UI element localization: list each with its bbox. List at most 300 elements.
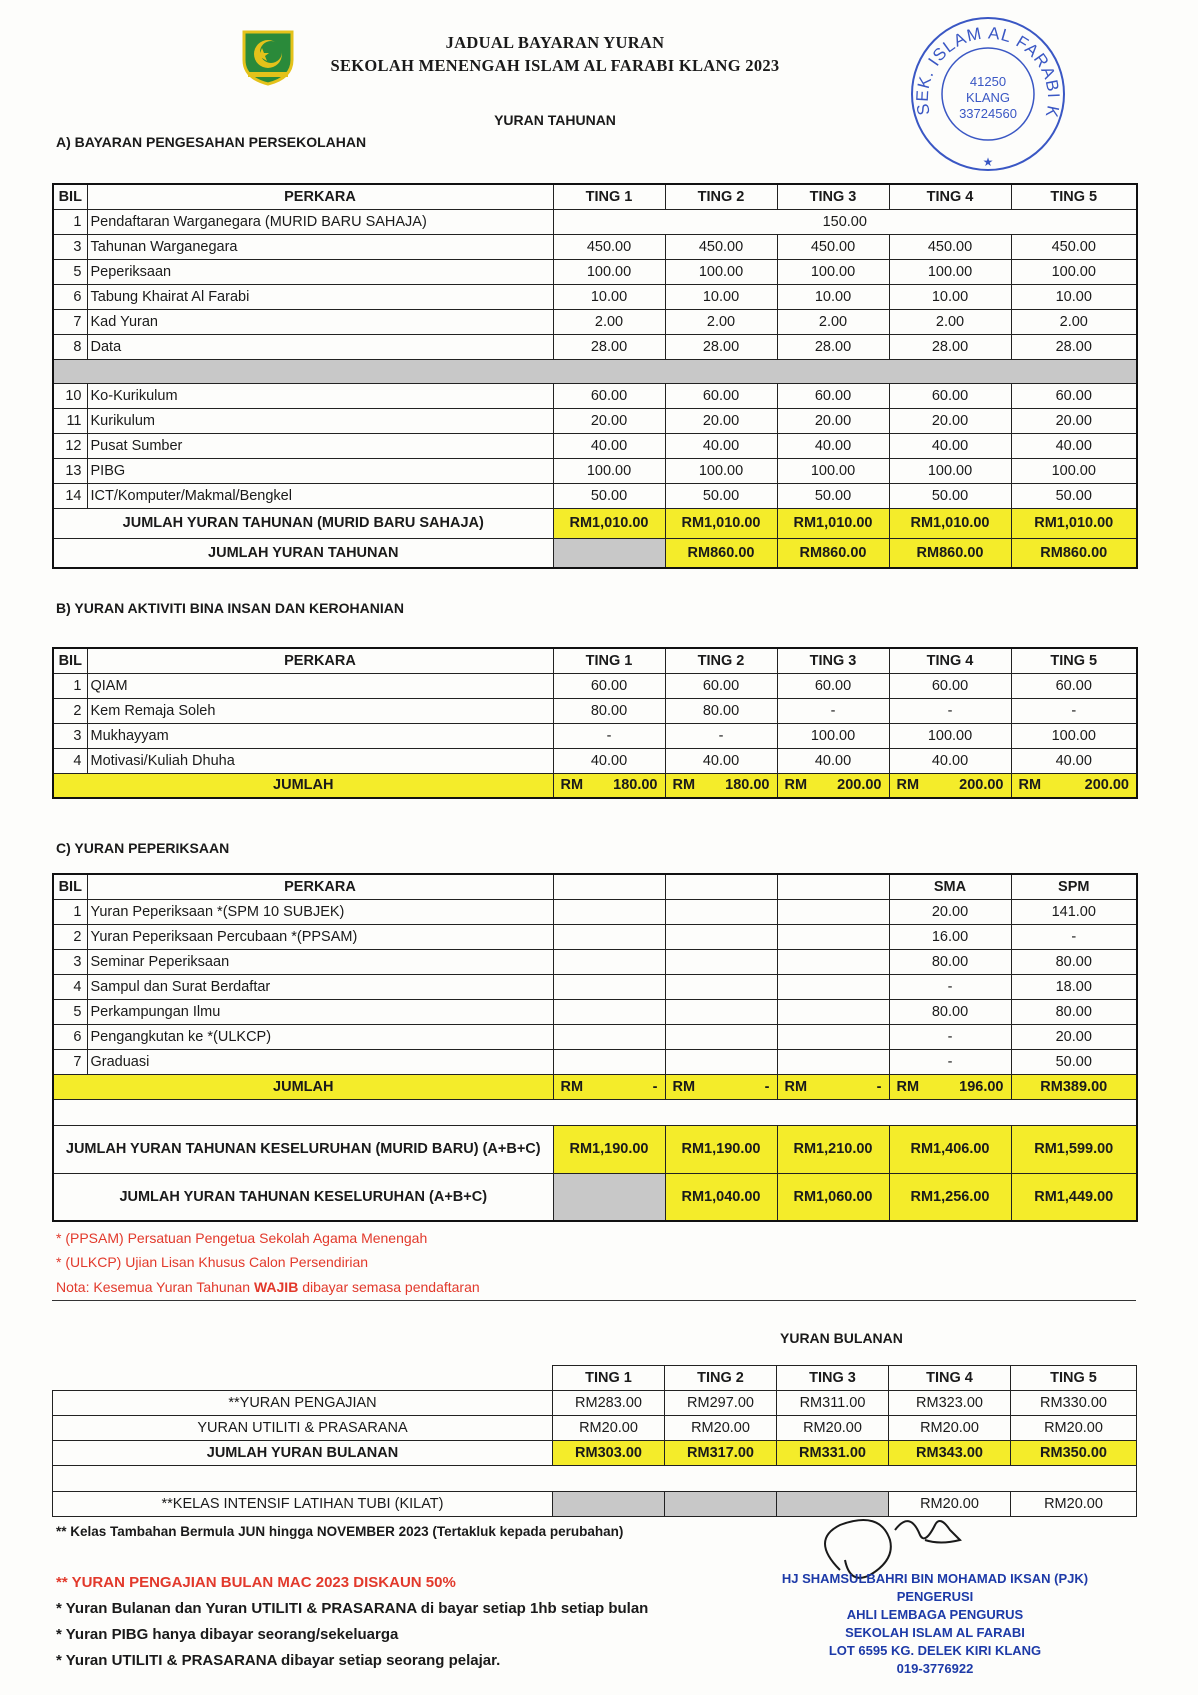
total-ting2: RM860.00: [665, 538, 777, 568]
row-value-ting1: 100.00: [553, 458, 665, 483]
header-ting5: TING 5: [1011, 1366, 1137, 1391]
row-value-ting5: 60.00: [1011, 673, 1137, 698]
signatory-phone: 019-3776922: [896, 1661, 974, 1676]
header-ting4: TING 4: [889, 1366, 1011, 1391]
table-row: [53, 974, 1137, 999]
row-item: Kad Yuran: [87, 309, 553, 334]
footer-note-extra-class: ** Kelas Tambahan Bermula JUN hingga NOVEMBER 2023 (Tertakluk kepada perubahan): [56, 1524, 624, 1539]
section-c-table: [52, 873, 1138, 1222]
kilat-ting2-blank: [665, 1492, 777, 1517]
row-value-ting2: 28.00: [665, 334, 777, 359]
row-value-ting4: 28.00: [889, 334, 1011, 359]
footer-note-pibg: * Yuran PIBG hanya dibayar seorang/sekeluarga: [56, 1626, 399, 1643]
row-blank: [665, 924, 777, 949]
row-item: Data: [87, 334, 553, 359]
row-value-ting3: 50.00: [777, 483, 889, 508]
row-value-ting3: 28.00: [777, 334, 889, 359]
row-value-ting1: 20.00: [553, 408, 665, 433]
total-value: 200.00: [1084, 777, 1129, 794]
signatory-org2: SEKOLAH ISLAM AL FARABI: [845, 1625, 1025, 1640]
kilat-ting5: RM20.00: [1011, 1492, 1137, 1517]
header-ting4: TING 4: [889, 648, 1011, 673]
total-ting5: [1011, 773, 1137, 798]
row-value-ting2: 100.00: [665, 458, 777, 483]
row-bil: 5: [53, 259, 87, 284]
total-value: -: [652, 1078, 658, 1095]
row-value-ting1: 2.00: [553, 309, 665, 334]
row-item: Mukhayyam: [87, 723, 553, 748]
section-b-table: [52, 647, 1138, 799]
note-wajib-post: dibayar semasa pendaftaran: [298, 1279, 480, 1295]
row-bil: 8: [53, 334, 87, 359]
grand-row: [53, 1173, 1137, 1221]
header-perkara: PERKARA: [87, 184, 553, 209]
monthly-total-label: JUMLAH YURAN BULANAN: [53, 1441, 553, 1466]
total-ting3: [777, 773, 889, 798]
row-item: Peperiksaan: [87, 259, 553, 284]
row-value-ting5: 28.00: [1011, 334, 1137, 359]
row-item: Motivasi/Kuliah Dhuha: [87, 748, 553, 773]
table-row: [53, 309, 1137, 334]
table-row: [53, 334, 1137, 359]
total-new-ting1: RM1,010.00: [553, 508, 665, 538]
row-value-ting3: -: [777, 698, 889, 723]
grand-new-row: [53, 1125, 1137, 1173]
row-blank: [553, 974, 665, 999]
header-perkara: PERKARA: [87, 648, 553, 673]
table-row: [53, 723, 1137, 748]
total-value: 180.00: [613, 777, 658, 794]
row-value-ting2: 40.00: [665, 748, 777, 773]
total-label: JUMLAH YURAN TAHUNAN: [53, 538, 553, 568]
row-value-ting4: 50.00: [889, 483, 1011, 508]
row-spm: 141.00: [1011, 899, 1137, 924]
row-blank: [553, 924, 665, 949]
row-blank: [553, 899, 665, 924]
stamp-phone: 33724560: [959, 106, 1017, 121]
row-value-ting3: 40.00: [777, 433, 889, 458]
total-value: 196.00: [959, 1078, 1004, 1095]
row-value-ting1: 28.00: [553, 334, 665, 359]
total-value: 200.00: [837, 777, 882, 794]
header-ting3: TING 3: [777, 1366, 889, 1391]
tuition-ting4: RM323.00: [889, 1391, 1011, 1416]
table-row: [53, 899, 1137, 924]
row-bil: 5: [53, 999, 87, 1024]
utility-ting4: RM20.00: [889, 1416, 1011, 1441]
row-blank: [665, 974, 777, 999]
row-value-ting2: 40.00: [665, 433, 777, 458]
row-value-ting3: 100.00: [777, 723, 889, 748]
row-value-ting2: -: [665, 723, 777, 748]
spacer-row: [53, 1099, 1137, 1125]
row-value-ting5: -: [1011, 698, 1137, 723]
row-value-ting4: 60.00: [889, 383, 1011, 408]
table-header-row: [53, 648, 1137, 673]
total-new-ting2: RM1,010.00: [665, 508, 777, 538]
header-sma: SMA: [889, 874, 1011, 899]
row-blank: [665, 999, 777, 1024]
currency-prefix: RM: [560, 1078, 584, 1095]
row-sma: 80.00: [889, 999, 1011, 1024]
row-blank: [777, 924, 889, 949]
currency-prefix: RM: [672, 777, 696, 794]
row-bil: 10: [53, 383, 87, 408]
signatory-org1: AHLI LEMBAGA PENGURUS: [846, 1607, 1024, 1622]
section-a-table: [52, 183, 1138, 569]
tuition-label: **YURAN PENGAJIAN: [53, 1391, 553, 1416]
row-blank: [665, 1024, 777, 1049]
table-row: [53, 408, 1137, 433]
signatory-name: HJ SHAMSULBAHRI BIN MOHAMAD IKSAN (PJK): [781, 1571, 1089, 1586]
total-new-row: [53, 508, 1137, 538]
table-row: [53, 234, 1137, 259]
school-stamp: [908, 14, 1068, 174]
row-item: Pengangkutan ke *(ULKCP): [87, 1024, 553, 1049]
row-bil: 3: [53, 723, 87, 748]
row-value-ting1: 60.00: [553, 383, 665, 408]
row-value-ting5: 100.00: [1011, 259, 1137, 284]
row-blank: [777, 949, 889, 974]
row-item: Kem Remaja Soleh: [87, 698, 553, 723]
header-ting3: TING 3: [777, 648, 889, 673]
row-bil: 11: [53, 408, 87, 433]
row-bil: 3: [53, 234, 87, 259]
row-value-ting4: 20.00: [889, 408, 1011, 433]
total-ting3: [777, 1074, 889, 1099]
row-bil: 1: [53, 673, 87, 698]
row-item: Tabung Khairat Al Farabi: [87, 284, 553, 309]
row-value-ting5: 40.00: [1011, 748, 1137, 773]
row-value-ting4: 60.00: [889, 673, 1011, 698]
header-ting2: TING 2: [665, 184, 777, 209]
row-value-ting4: 450.00: [889, 234, 1011, 259]
total-new-label: JUMLAH YURAN TAHUNAN (MURID BARU SAHAJA): [53, 508, 553, 538]
row-bil: 4: [53, 748, 87, 773]
signatory-address: LOT 6595 KG. DELEK KIRI KLANG: [828, 1643, 1042, 1658]
header-spm: SPM: [1011, 874, 1137, 899]
row-value-ting4: 40.00: [889, 748, 1011, 773]
row-value-ting1: 40.00: [553, 433, 665, 458]
row-blank: [777, 974, 889, 999]
row-value-ting3: 100.00: [777, 458, 889, 483]
tuition-ting5: RM330.00: [1011, 1391, 1137, 1416]
row-item: Kurikulum: [87, 408, 553, 433]
spacer-row: [53, 1466, 1137, 1492]
row-item: Tahunan Warganegara: [87, 234, 553, 259]
row-blank: [777, 899, 889, 924]
stamp-postcode: 41250: [969, 74, 1007, 89]
section-a-title: A) BAYARAN PENGESAHAN PERSEKOLAHAN: [56, 134, 367, 150]
row-value-ting2: 100.00: [665, 259, 777, 284]
kilat-label: **KELAS INTENSIF LATIHAN TUBI (KILAT): [53, 1492, 553, 1517]
total-ting1: [553, 773, 665, 798]
row-sma: -: [889, 1049, 1011, 1074]
row-value-ting3: 100.00: [777, 259, 889, 284]
table-row: [53, 748, 1137, 773]
currency-prefix: RM: [896, 1078, 920, 1095]
row-value-ting2: 80.00: [665, 698, 777, 723]
grand-new-ting1: RM1,190.00: [553, 1125, 665, 1173]
row-value-ting2: 60.00: [665, 673, 777, 698]
header-ting5: TING 5: [1011, 184, 1137, 209]
row-sma: 80.00: [889, 949, 1011, 974]
row-bil: 1: [53, 209, 87, 234]
row-bil: 14: [53, 483, 87, 508]
tuition-ting3: RM311.00: [777, 1391, 889, 1416]
grand-ting2: RM1,040.00: [665, 1173, 777, 1221]
note-ppsam: * (PPSAM) Persatuan Pengetua Sekolah Agama Menengah: [56, 1230, 428, 1246]
row-bil: 12: [53, 433, 87, 458]
header-ting1: TING 1: [553, 1366, 665, 1391]
grand-new-ting3: RM1,210.00: [777, 1125, 889, 1173]
row-value-ting4: -: [889, 698, 1011, 723]
row-blank: [665, 949, 777, 974]
header-blank: [665, 874, 777, 899]
tuition-ting1: RM283.00: [553, 1391, 665, 1416]
table-row: [53, 1024, 1137, 1049]
tuition-row: [53, 1391, 1137, 1416]
header-ting5: TING 5: [1011, 648, 1137, 673]
header-ting2: TING 2: [665, 1366, 777, 1391]
row-value-ting4: 10.00: [889, 284, 1011, 309]
total-sma: [889, 1074, 1011, 1099]
total-label: JUMLAH: [53, 1074, 553, 1099]
row-value-ting3: 20.00: [777, 408, 889, 433]
header-bil: BIL: [53, 874, 87, 899]
header-bil: BIL: [53, 648, 87, 673]
row-value-ting2: 60.00: [665, 383, 777, 408]
grand-new-label: JUMLAH YURAN TAHUNAN KESELURUHAN (MURID BARU) (A+B+C): [53, 1125, 553, 1173]
kilat-ting1-blank: [553, 1492, 665, 1517]
header-ting1: TING 1: [553, 184, 665, 209]
row-item: Pusat Sumber: [87, 433, 553, 458]
utility-ting3: RM20.00: [777, 1416, 889, 1441]
grand-ting5: RM1,449.00: [1011, 1173, 1137, 1221]
row-value-ting1: 60.00: [553, 673, 665, 698]
footer-note-discount: ** YURAN PENGAJIAN BULAN MAC 2023 DISKAUN 50%: [56, 1574, 456, 1591]
row-sma: -: [889, 974, 1011, 999]
annual-fee-heading: YURAN TAHUNAN: [494, 112, 616, 128]
table-row: [53, 383, 1137, 408]
grand-new-ting4: RM1,406.00: [889, 1125, 1011, 1173]
row-bil: 1: [53, 899, 87, 924]
currency-prefix: RM: [784, 777, 808, 794]
row-value-ting1: 40.00: [553, 748, 665, 773]
grand-ting4: RM1,256.00: [889, 1173, 1011, 1221]
row-blank: [553, 1024, 665, 1049]
row-value-ting4: 40.00: [889, 433, 1011, 458]
monthly-total-ting5: RM350.00: [1011, 1441, 1137, 1466]
row-blank: [553, 949, 665, 974]
row-bil: 6: [53, 1024, 87, 1049]
row-value-ting1: -: [553, 723, 665, 748]
table-row: [53, 284, 1137, 309]
total-ting2: [665, 773, 777, 798]
note-wajib-pre: Nota: Kesemua Yuran Tahunan: [56, 1279, 254, 1295]
row-value-ting2: 20.00: [665, 408, 777, 433]
row-bil: 7: [53, 309, 87, 334]
table-row: [53, 1049, 1137, 1074]
total-ting1: [553, 1074, 665, 1099]
table-row: [53, 949, 1137, 974]
row-value-ting5: 100.00: [1011, 458, 1137, 483]
row-item: Perkampungan Ilmu: [87, 999, 553, 1024]
row-sma: 16.00: [889, 924, 1011, 949]
header-perkara: PERKARA: [87, 874, 553, 899]
row-item: QIAM: [87, 673, 553, 698]
signature-block: [765, 1570, 1105, 1678]
row-value-merged: 150.00: [553, 209, 1137, 234]
footer-note-payment-date: * Yuran Bulanan dan Yuran UTILITI & PRASARANA di bayar setiap 1hb setiap bulan: [56, 1600, 649, 1617]
row-value-ting4: 100.00: [889, 458, 1011, 483]
grand-ting1-blank: [553, 1173, 665, 1221]
row-value-ting5: 60.00: [1011, 383, 1137, 408]
section-b-title: B) YURAN AKTIVITI BINA INSAN DAN KEROHANIAN: [56, 600, 404, 616]
row-blank: [665, 899, 777, 924]
table-row: [53, 433, 1137, 458]
total-ting1-blank: [553, 538, 665, 568]
row-blank: [665, 1049, 777, 1074]
row-value-ting1: 10.00: [553, 284, 665, 309]
row-value-ting2: 450.00: [665, 234, 777, 259]
header-blank: [777, 874, 889, 899]
monthly-total-ting3: RM331.00: [777, 1441, 889, 1466]
row-blank: [553, 999, 665, 1024]
row-sma: 20.00: [889, 899, 1011, 924]
row-value-ting1: 80.00: [553, 698, 665, 723]
row-item: Pendaftaran Warganegara (MURID BARU SAHAJA): [87, 209, 553, 234]
table-row: [53, 209, 1137, 234]
total-new-ting5: RM1,010.00: [1011, 508, 1137, 538]
row-value-ting4: 100.00: [889, 259, 1011, 284]
row-value-ting2: 10.00: [665, 284, 777, 309]
currency-prefix: RM: [560, 777, 584, 794]
row-value-ting1: 100.00: [553, 259, 665, 284]
note-wajib-bold: WAJIB: [253, 1279, 299, 1295]
row-item: Seminar Peperiksaan: [87, 949, 553, 974]
total-ting2: [665, 1074, 777, 1099]
grand-label: JUMLAH YURAN TAHUNAN KESELURUHAN (A+B+C): [53, 1173, 553, 1221]
total-ting4: [889, 773, 1011, 798]
separator-row: [53, 359, 1137, 383]
table-row: [53, 999, 1137, 1024]
table-header-row: [53, 184, 1137, 209]
total-row: [53, 1074, 1137, 1099]
currency-prefix: RM: [784, 1078, 808, 1095]
utility-ting1: RM20.00: [553, 1416, 665, 1441]
table-row: [53, 483, 1137, 508]
row-item: Yuran Peperiksaan Percubaan *(PPSAM): [87, 924, 553, 949]
row-bil: 2: [53, 924, 87, 949]
row-bil: 7: [53, 1049, 87, 1074]
row-item: Ko-Kurikulum: [87, 383, 553, 408]
row-sma: -: [889, 1024, 1011, 1049]
row-item: Yuran Peperiksaan *(SPM 10 SUBJEK): [87, 899, 553, 924]
row-spm: -: [1011, 924, 1137, 949]
total-value: -: [764, 1078, 770, 1095]
currency-prefix: RM: [1018, 777, 1042, 794]
row-value-ting3: 60.00: [777, 383, 889, 408]
row-value-ting5: 100.00: [1011, 723, 1137, 748]
total-value: -: [876, 1078, 882, 1095]
header-blank: [53, 1366, 553, 1391]
tuition-ting2: RM297.00: [665, 1391, 777, 1416]
total-row: [53, 773, 1137, 798]
currency-prefix: RM: [672, 1078, 696, 1095]
total-value: 200.00: [959, 777, 1004, 794]
footer-note-utility: * Yuran UTILITI & PRASARANA dibayar setiap seorang pelajar.: [56, 1652, 501, 1669]
row-value-ting5: 40.00: [1011, 433, 1137, 458]
currency-prefix: RM: [896, 777, 920, 794]
row-spm: 20.00: [1011, 1024, 1137, 1049]
document-title: JADUAL BAYARAN YURAN: [445, 33, 665, 52]
header-ting1: TING 1: [553, 648, 665, 673]
utility-ting2: RM20.00: [665, 1416, 777, 1441]
note-wajib: [56, 1279, 480, 1295]
header-bil: BIL: [53, 184, 87, 209]
row-value-ting5: 10.00: [1011, 284, 1137, 309]
total-spm: RM389.00: [1011, 1074, 1137, 1099]
row-value-ting3: 40.00: [777, 748, 889, 773]
row-spm: 50.00: [1011, 1049, 1137, 1074]
row-spm: 80.00: [1011, 949, 1137, 974]
svg-text:★: ★: [982, 155, 994, 169]
total-row: [53, 538, 1137, 568]
utility-row: [53, 1416, 1137, 1441]
row-value-ting5: 450.00: [1011, 234, 1137, 259]
total-ting5: RM860.00: [1011, 538, 1137, 568]
row-item: Sampul dan Surat Berdaftar: [87, 974, 553, 999]
table-row: [53, 698, 1137, 723]
stamp-ring-text: SEK. ISLAM AL FARABI K: [912, 23, 1064, 120]
table-header-row: [53, 874, 1137, 899]
header-ting3: TING 3: [777, 184, 889, 209]
grand-new-ting5: RM1,599.00: [1011, 1125, 1137, 1173]
row-item: Graduasi: [87, 1049, 553, 1074]
total-label: JUMLAH: [53, 773, 553, 798]
table-header-row: [53, 1366, 1137, 1391]
table-row: [53, 673, 1137, 698]
monthly-fee-heading: YURAN BULANAN: [780, 1330, 903, 1346]
row-value-ting1: 450.00: [553, 234, 665, 259]
header-blank: [553, 874, 665, 899]
row-bil: 6: [53, 284, 87, 309]
stamp-city: KLANG: [965, 90, 1011, 105]
row-value-ting1: 50.00: [553, 483, 665, 508]
monthly-total-ting2: RM317.00: [665, 1441, 777, 1466]
row-value-ting3: 2.00: [777, 309, 889, 334]
row-value-ting5: 2.00: [1011, 309, 1137, 334]
table-row: [53, 458, 1137, 483]
row-blank: [777, 999, 889, 1024]
monthly-total-ting4: RM343.00: [889, 1441, 1011, 1466]
row-spm: 18.00: [1011, 974, 1137, 999]
row-bil: 3: [53, 949, 87, 974]
row-value-ting3: 10.00: [777, 284, 889, 309]
total-ting3: RM860.00: [777, 538, 889, 568]
school-name: SEKOLAH MENENGAH ISLAM AL FARABI KLANG 2023: [330, 56, 780, 75]
row-value-ting4: 100.00: [889, 723, 1011, 748]
monthly-table: [52, 1365, 1137, 1517]
signatory-role: PENGERUSI: [896, 1589, 974, 1604]
divider: [52, 1300, 1136, 1301]
table-row: [53, 924, 1137, 949]
row-bil: 2: [53, 698, 87, 723]
row-value-ting3: 60.00: [777, 673, 889, 698]
utility-label: YURAN UTILITI & PRASARANA: [53, 1416, 553, 1441]
note-ulkcp: * (ULKCP) Ujian Lisan Khusus Calon Persendirian: [56, 1254, 369, 1270]
